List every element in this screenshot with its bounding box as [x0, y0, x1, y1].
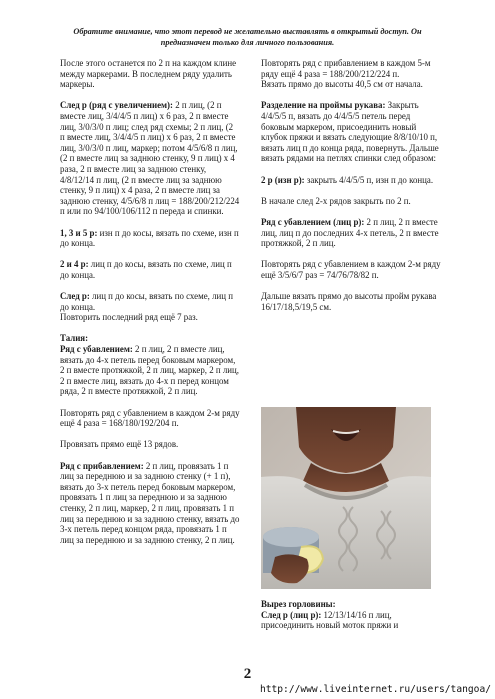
paragraph: Повторять ряд с убавлением в каждом 2-м ряду ещё 4 раза = 168/180/192/204 п.: [60, 407, 240, 429]
paragraph: [261, 58, 441, 90]
paragraph: [60, 228, 240, 249]
section-heading: Талия:: [60, 333, 89, 344]
paragraph: [60, 291, 240, 323]
paragraph: После этого останется по 2 п на каждом клине между маркерами. В последнем ряду удалить маркеры.: [60, 58, 237, 90]
paragraph-label: 2 и 4 р:: [60, 259, 89, 270]
paragraph: [60, 259, 240, 280]
paragraph: Провязать прямо ещё 13 рядов.: [60, 439, 179, 450]
notice-line-1: Обратите внимание, что этот перевод не желательно выставлять в открытый доступ. Он: [73, 27, 422, 36]
paragraph-text: Закрыть 4/4/5/5 п, вязать до 4/4/5/5 петель перед боковым маркером, присоединить новый клубок пряжи и вязать следующие 8/8/10/10 п, вязать лиц п до конца ряда, повернуть. Дальше вязать рядами на петлях спинки след образом:: [261, 100, 439, 164]
paragraph-label: 2 р (изн р):: [261, 174, 305, 185]
watermark-url: http://www.liveinternet.ru/users/tangoa/: [259, 684, 491, 695]
paragraph: Повторять ряд с убавлением в каждом 2-м ряду ещё 3/5/6/7 раз = 74/76/78/82 п.: [261, 259, 441, 280]
paragraph: [60, 461, 240, 546]
paragraph: [60, 100, 240, 217]
paragraph-text: 2 п лиц, 2 п вместе лиц, лиц п до последних 4-х петель, 2 п вместе протяжкой, 2 п лиц.: [261, 216, 439, 249]
paragraph: [261, 599, 441, 631]
paragraph: Дальше вязать прямо до высоты пройм рукава 16/17/18,5/19,5 см.: [261, 291, 437, 312]
paragraph-label: Ряд с убавлением:: [60, 344, 133, 355]
paragraph: [261, 217, 441, 249]
section-heading: Вырез горловины:: [261, 599, 336, 609]
notice-line-2: предназначен только для личного пользования.: [160, 38, 335, 47]
model-photo-illustration: [261, 407, 431, 589]
paragraph-text: изн п до косы, вязать по схеме, изн п до конца.: [60, 227, 239, 249]
paragraph-label: 1, 3 и 5 р:: [60, 227, 98, 238]
paragraph-text: лиц п до косы, вязать по схеме, лиц п до конца.: [60, 291, 233, 312]
paragraph-text: Повторить последний ряд ещё 7 раз.: [60, 312, 198, 323]
paragraph-label: Ряд с прибавлением:: [60, 460, 144, 471]
paragraph-text: 2 п лиц, провязать 1 п лиц за переднюю и за заднюю стенку (+ 1 п), вязать до 3-х петель перед боковым маркером, провязать 1 п лиц за переднюю и за заднюю стенку, 2 п лиц, маркер, 2 п лиц, провязать 1 п лиц за переднюю и за заднюю стенку, вязать до 3-х петель перед концом ряда, провязать 1 п лиц за переднюю и за заднюю стенку, 2 п лиц.: [60, 460, 240, 545]
paragraph-label: Разделение на проймы рукава:: [261, 100, 386, 111]
paragraph-text: лиц п до косы, вязать по схеме, лиц п до конца.: [60, 259, 232, 280]
paragraph: [261, 100, 441, 164]
paragraph: [60, 333, 240, 397]
left-column: [60, 58, 240, 556]
model-photo: [261, 407, 431, 589]
right-column: [261, 58, 441, 323]
notice-banner: [40, 26, 455, 48]
paragraph-text: 2 п лиц, 2 п вместе лиц, вязать до 4-х петель перед боковым маркером, 2 п вместе протяжкой, 2 п лиц, маркер, 2 п лиц, 2 п вместе лиц, вязать до 4-х п перед концом ряда, 2 п вместе протяжкой, 2 п лиц.: [60, 344, 239, 397]
paragraph-label: Ряд с убавлением (лиц р):: [261, 216, 365, 227]
paragraph-text: 2 п лиц, (2 п вместе лиц, 3/4/4/5 п лиц) х 6 раз, 2 п вместе лиц, 3/0/3/0 п лиц; след ряд схемы; 2 п лиц, (2 п вместе лиц, 3/4/4/5 п лиц) х 6 раз, 2 п вместе лиц, 3/0/3/0 п лиц, маркер; потом 4/5/6/8 п лиц, (2 п вместе лиц за заднюю стенку, 9 п лиц) х 4 раза, 2 п вместе лиц за заднюю стенку, 4/8/12/14 п лиц, (2 п вместе лиц за заднюю стенку, 9 п лиц) х 4 раза, 2 п вместе лиц за заднюю стенку, 4/5/6/8 п лиц = 188/200/212/224 п или по 94/100/106/112 п переда и спинки.: [60, 100, 240, 217]
paragraph-label: След р (ряд с увеличением):: [60, 100, 173, 111]
paragraph-label: След р:: [60, 291, 90, 302]
paragraph-text: Вязать прямо до высоты 40,5 см от начала.: [261, 79, 423, 90]
paragraph-text: Повторять ряд с прибавлением в каждом 5-м ряду ещё 4 раза = 188/200/212/224 п.: [261, 58, 431, 79]
right-column-continued: [261, 599, 441, 641]
paragraph-label: След р (лиц р):: [261, 609, 322, 620]
page-number: 2: [243, 666, 252, 682]
paragraph: В начале след 2-х рядов закрыть по 2 п.: [261, 195, 411, 206]
paragraph-text: закрыть 4/4/5/5 п, изн п до конца.: [304, 174, 434, 185]
paragraph-text: 12/13/14/16 п лиц, присоединить новый моток пряжи и: [261, 609, 399, 631]
paragraph: [261, 175, 441, 186]
